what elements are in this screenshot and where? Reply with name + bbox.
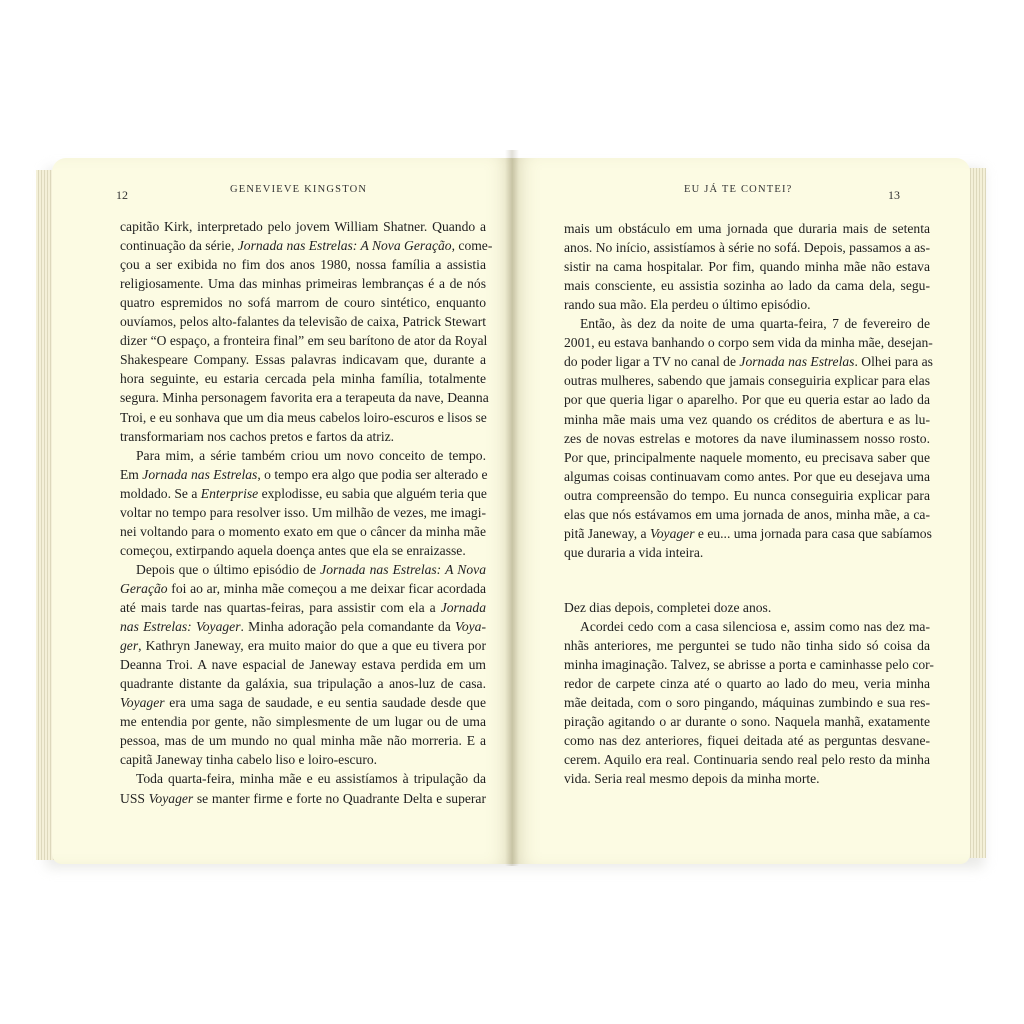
text-line: hora seguinte, eu estaria cercada pela minha família, totalmente — [120, 371, 486, 387]
text-line: continuação da série, Jornada nas Estrelas: A Nova Geração, come- — [120, 238, 493, 254]
text-line: mais um obstáculo em uma jornada que duraria mais de setenta — [564, 221, 930, 236]
text-line: anos. No início, assistíamos à série no sofá. Depois, passamos a as- — [564, 240, 930, 256]
text-line: me entendia por gente, não simplesmente de um lugar ou de uma — [120, 714, 486, 730]
text-line: vida. Seria real mesmo depois da minha morte. — [564, 771, 820, 787]
text-line: Troi, e eu sonhava que um dia meus cabelos loiro-escuros e lisos se — [120, 409, 487, 425]
text-line: dizer “O espaço, a fronteira final” em seu barítono de ator da Royal — [120, 333, 488, 349]
text-line: outras mulheres, sabendo que jamais conseguiria explicar para elas — [564, 373, 930, 389]
text-line: capitão Kirk, interpretado pelo jovem William Shatner. Quando a — [120, 219, 486, 234]
text-line: sistir na cama hospitalar. Por fim, quando minha mãe não estava — [564, 259, 930, 275]
text-line: zes de novas estrelas e motores da nave iluminassem nosso rosto. — [564, 430, 930, 446]
text-line: nhãs anteriores, me perguntei se tudo não tinha sido só coisa da — [564, 638, 930, 653]
text-line: Toda quarta-feira, minha mãe e eu assistíamos à tripulação da — [136, 771, 486, 787]
text-line: Em Jornada nas Estrelas, o tempo era algo que podia ser alterado e — [120, 466, 488, 482]
text-line: cerem. Aquilo era real. Continuaria sendo real pelo resto da minha — [564, 752, 930, 768]
text-line: Para mim, a série também criou um novo conceito de tempo. — [136, 447, 486, 463]
text-line: outra compreensão do tempo. Eu nunca conseguiria explicar para — [564, 487, 930, 503]
right-running-head: EU JÁ TE CONTEI? — [684, 184, 793, 195]
text-line: pitã Janeway, a Voyager e eu... uma jornada para casa que sabíamos — [564, 525, 932, 541]
text-line: como nas dez anteriores, fiquei deitada até as perguntas desvane- — [564, 733, 930, 749]
text-line: por que queria ligar o aparelho. Por que eu queria estar ao lado da — [564, 392, 930, 408]
right-page-number: 13 — [888, 188, 900, 202]
text-line: quatro espremidos no sofá marrom de couro sintético, enquanto — [120, 295, 486, 311]
text-line: que duraria a vida inteira. — [564, 544, 704, 560]
right-page-edges — [968, 168, 986, 858]
left-page-number: 12 — [116, 188, 128, 202]
text-line: mãe deitada, com o soro pingando, máquinas zumbindo e sua res- — [564, 695, 930, 711]
text-line: do poder ligar a TV no canal de Jornada nas Estrelas. Olhei para as — [564, 354, 933, 370]
book-gutter — [505, 150, 519, 866]
text-line: Depois que o último episódio de Jornada nas Estrelas: A Nova — [136, 561, 486, 577]
text-line: minha imaginação. Talvez, se abrisse a porta e caminhasse pelo cor- — [564, 657, 934, 673]
text-line: piração agitando o ar durante o sono. Naquela manhã, exatamente — [564, 714, 930, 730]
text-line: voltar no tempo para resolver isso. Um milhão de vezes, me imagi- — [120, 504, 486, 520]
text-line: 2001, eu estava banhando o corpo sem vida da minha mãe, desejan- — [564, 335, 933, 351]
text-line: quadrante distante da galáxia, sua tripulação a anos-luz de casa. — [120, 676, 486, 692]
text-line: Geração foi ao ar, minha mãe começou a me deixar ficar acordada — [120, 580, 486, 596]
text-line: Por que, principalmente naquele momento, eu precisava saber que — [564, 449, 930, 465]
text-line: redor de carpete cinza até o quarto ao lado do meu, veria minha — [564, 676, 930, 692]
text-line: religiosamente. Uma das minhas primeiras lembranças é a de nós — [120, 276, 486, 292]
text-line: ouvíamos, pelos alto-falantes da televisão de caixa, Patrick Stewart — [120, 314, 486, 330]
text-line: rando sua mão. Ela perdeu o último episódio. — [564, 297, 811, 313]
right-page — [512, 158, 970, 864]
text-line: algumas coisas continuavam como antes. Por que eu desejava uma — [564, 468, 930, 484]
text-line: nas Estrelas: Voyager. Minha adoração pela comandante da Voya- — [120, 619, 486, 635]
text-line: até mais tarde nas quartas-feiras, para assistir com ela a Jornada — [120, 600, 486, 615]
text-line: mais consciente, eu assistia sozinha ao lado da cama dela, segu- — [564, 278, 930, 294]
text-line: çou a ser exibida no fim dos anos 1980, nossa família a assistia — [120, 257, 486, 273]
text-line: ger, Kathryn Janeway, era muito maior do que a que eu tivera por — [120, 638, 486, 654]
text-line: pessoa, mas de um mundo no qual minha mãe não morreria. E a — [120, 733, 486, 749]
text-line: nei voltando para o momento exato em que o câncer da minha mãe — [120, 523, 486, 539]
text-line: Shakespeare Company. Essas palavras indicavam que, durante a — [120, 352, 486, 368]
text-line: USS Voyager se manter firme e forte no Quadrante Delta e superar — [120, 790, 486, 806]
text-line: minha mãe mais uma vez quando os créditos de abertura e as lu- — [564, 411, 930, 427]
text-line: Dez dias depois, completei doze anos. — [564, 599, 772, 615]
text-line: Então, às dez da noite de uma quarta-feira, 7 de fevereiro de — [580, 316, 930, 332]
text-line: Deanna Troi. A nave espacial de Janeway estava perdida em um — [120, 657, 486, 673]
text-line: transformariam nos cachos pretos e fartos da atriz. — [120, 428, 395, 444]
text-line: Voyager era uma saga de saudade, e eu sentia saudade desde que — [120, 695, 486, 711]
left-running-head: GENEVIEVE KINGSTON — [230, 184, 368, 195]
text-line: começou, extirpando aquela doença antes que ela se enraizasse. — [120, 542, 466, 558]
text-line: capitã Janeway tinha cabelo liso e loiro-escuro. — [120, 752, 378, 768]
text-line: segura. Minha personagem favorita era a terapeuta da nave, Deanna — [120, 390, 489, 406]
left-page — [52, 158, 514, 864]
text-line: moldado. Se a Enterprise explodisse, eu sabia que alguém teria que — [120, 485, 487, 501]
text-line: Acordei cedo com a casa silenciosa e, assim como nas dez ma- — [580, 618, 930, 634]
text-line: elas que nós estávamos em uma jornada de anos, minha mãe, a ca- — [564, 506, 930, 522]
